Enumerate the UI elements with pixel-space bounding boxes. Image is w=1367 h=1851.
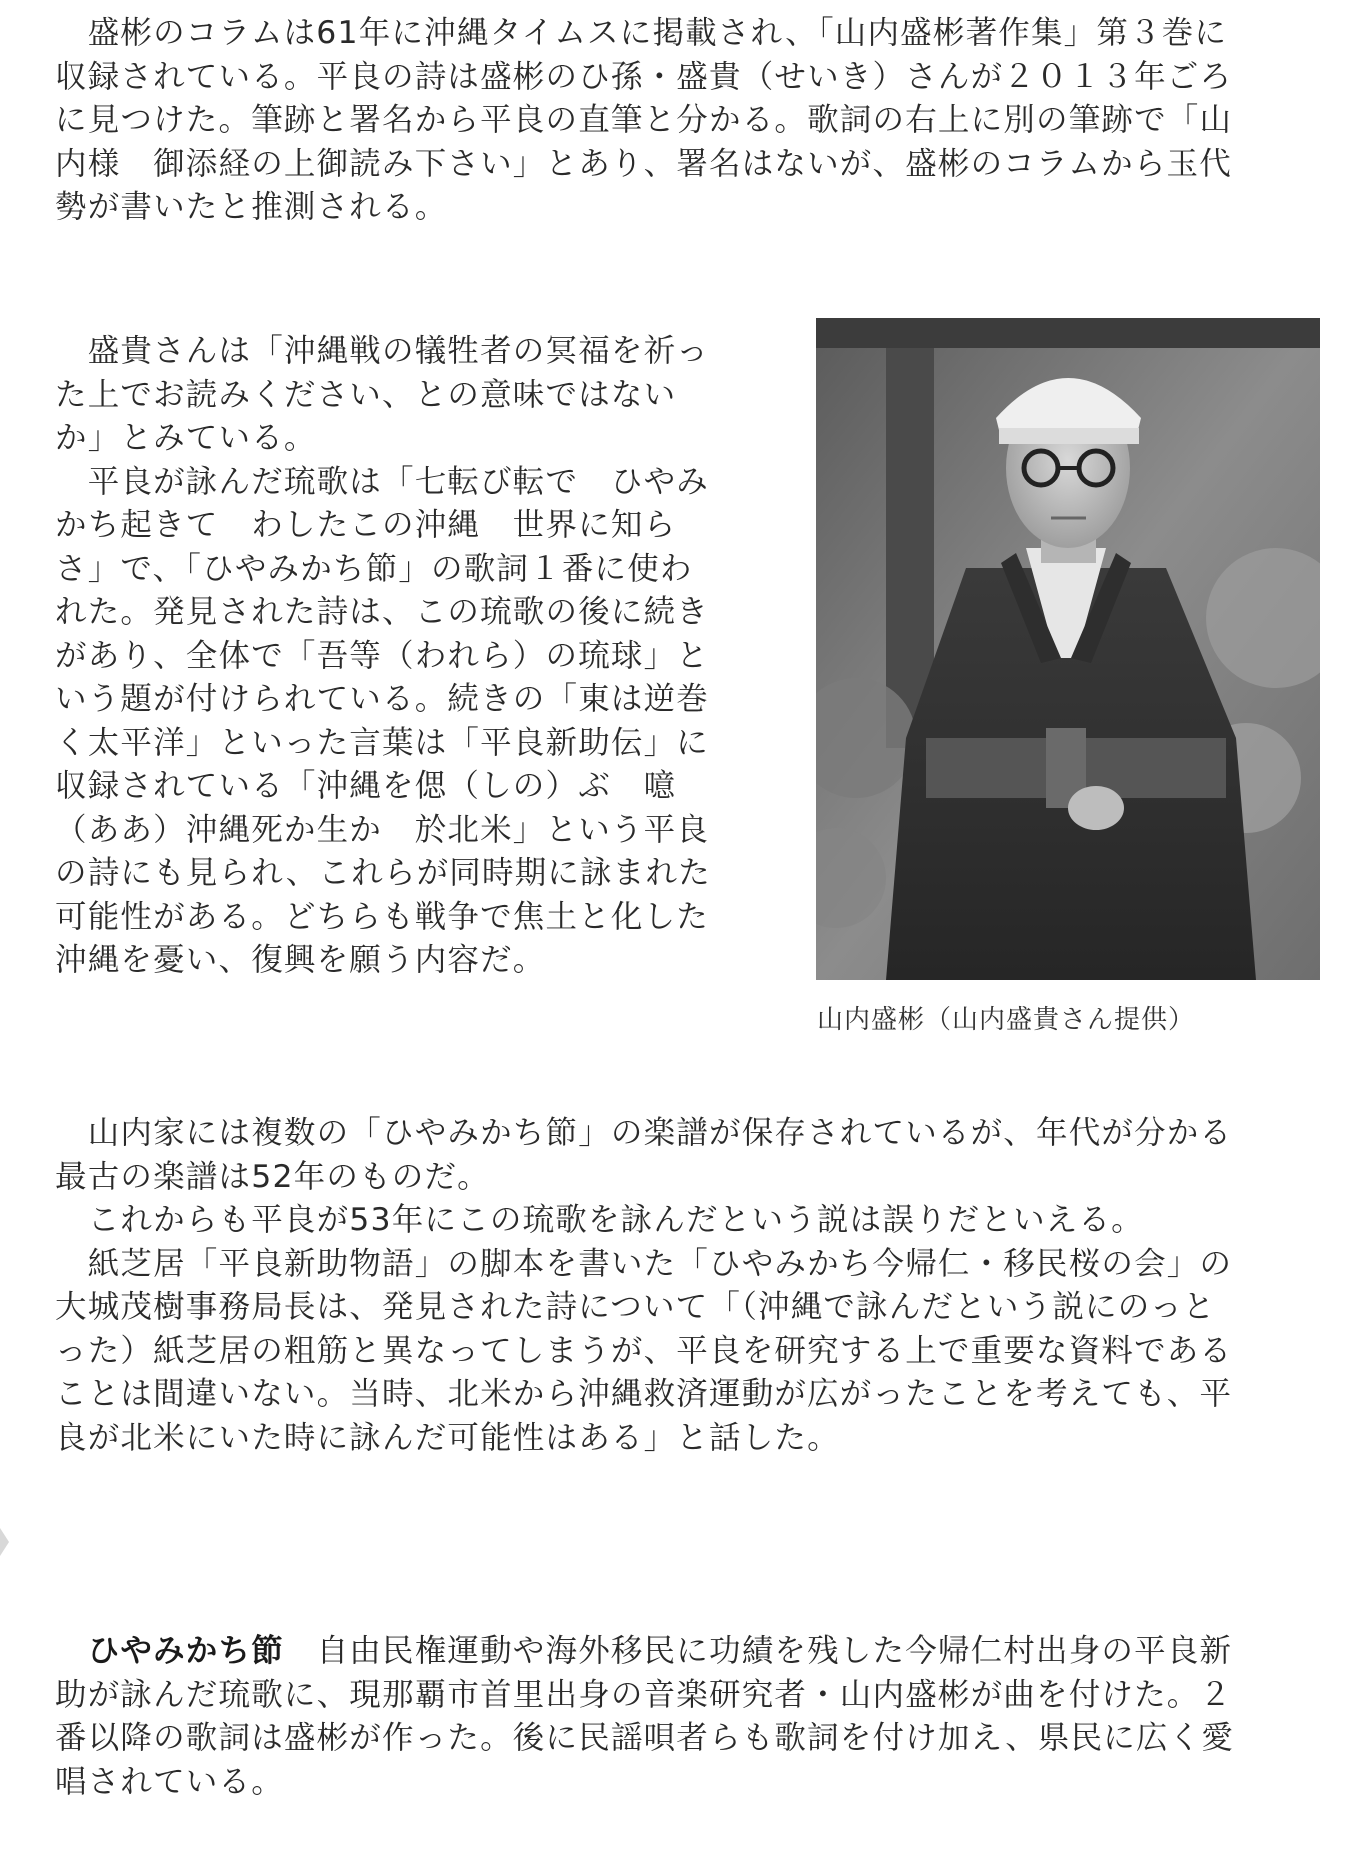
text-line: 唱されている。 [55, 1763, 284, 1800]
text-line: 最古の楽譜は52年のものだ。 [55, 1158, 490, 1195]
paragraph-column-publication [55, 12, 1232, 230]
text-line: った）紙芝居の粗筋と異なってしまうが、平良を研究する上で重要な資料である [55, 1332, 1233, 1369]
portrait-photo [816, 318, 1320, 980]
explanatory-note [55, 1630, 1234, 1804]
text-line: に見つけた。筆跡と署名から平良の直筆と分かる。歌詞の右上に別の筆跡で「山 [55, 102, 1233, 138]
edge-decoration [0, 1528, 9, 1556]
note-heading: ひやみかち節 [87, 1633, 284, 1669]
text-line: 大城茂樹事務局長は、発見された詩について「（沖縄で詠んだという説にのっと [55, 1289, 1216, 1325]
text-line: これからも平良が53年にこの琉歌を詠んだという説は誤りだといえる。 [55, 1202, 1144, 1238]
paragraph-sheet-music [55, 1112, 1232, 1460]
text-line: 沖縄を憂い、復興を願う内容だ。 [55, 942, 546, 978]
text-line: 内様 御添経の上御読み下さい」とあり、署名はないが、盛彬のコラムから玉代 [55, 145, 1232, 182]
text-line: 盛彬のコラムは61年に沖縄タイムスに掲載され、「山内盛彬著作集」第３巻に [55, 15, 1228, 51]
note-text: 自由民権運動や海外移民に功績を残した今帰仁村出身の平良新 [283, 1633, 1233, 1669]
text-line: さ」で、「ひやみかち節」の歌詞１番に使わ [55, 550, 693, 587]
text-line: 助が詠んだ琉歌に、現那覇市首里出身の音楽研究者・山内盛彬が曲を付けた。２ [55, 1676, 1233, 1713]
text-line: いう題が付けられている。続きの「東は逆巻 [55, 681, 710, 717]
text-line: 良が北米にいた時に詠んだ可能性はある」と話した。 [55, 1419, 840, 1456]
text-line: 紙芝居「平良新助物語」の脚本を書いた「ひやみかち今帰仁・移民桜の会」の [55, 1245, 1233, 1282]
text-line: 可能性がある。どちらも戦争で焦土と化した [55, 898, 710, 935]
paragraph-poem-discovery [55, 330, 711, 983]
text-line: かち起きて わしたこの沖縄 世界に知ら [55, 507, 677, 543]
text-line: ことは間違いない。当時、北米から沖縄救済運動が広がったことを考えても、平 [55, 1376, 1233, 1412]
text-line: の詩にも見られ、これらが同時期に詠まれた [55, 855, 711, 891]
text-line: 勢が書いたと推測される。 [55, 189, 448, 225]
text-line: た上でお読みください、との意味ではない [55, 376, 677, 413]
text-line: 山内家には複数の「ひやみかち節」の楽譜が保存されているが、年代が分かる [55, 1115, 1233, 1151]
text-line: 収録されている。平良の詩は盛彬のひ孫・盛貴（せいき）さんが２０１３年ごろ [55, 58, 1233, 95]
text-line [55, 1630, 1234, 1674]
text-line: 盛貴さんは「沖縄戦の犠牲者の冥福を祈っ [55, 333, 710, 369]
portrait-photo-image [816, 318, 1320, 980]
photo-caption: 山内盛彬（山内盛貴さん提供） [817, 1005, 1196, 1035]
text-line: 番以降の歌詞は盛彬が作った。後に民謡唄者らも歌詞を付け加え、県民に広く愛 [55, 1720, 1235, 1756]
text-line: があり、全体で「吾等（われら）の琉球」と [55, 637, 710, 674]
text-line: （ああ）沖縄死か生か 於北米」という平良 [55, 811, 710, 848]
text-line: れた。発見された詩は、この琉歌の後に続き [55, 594, 710, 630]
text-line: く太平洋」といった言葉は「平良新助伝」に [55, 724, 710, 761]
text-line: 収録されている「沖縄を偲（しの）ぶ 噫 [55, 768, 677, 804]
text-line: か」とみている。 [55, 420, 317, 456]
text-line: 平良が詠んだ琉歌は「七転び転で ひやみ [55, 463, 710, 500]
